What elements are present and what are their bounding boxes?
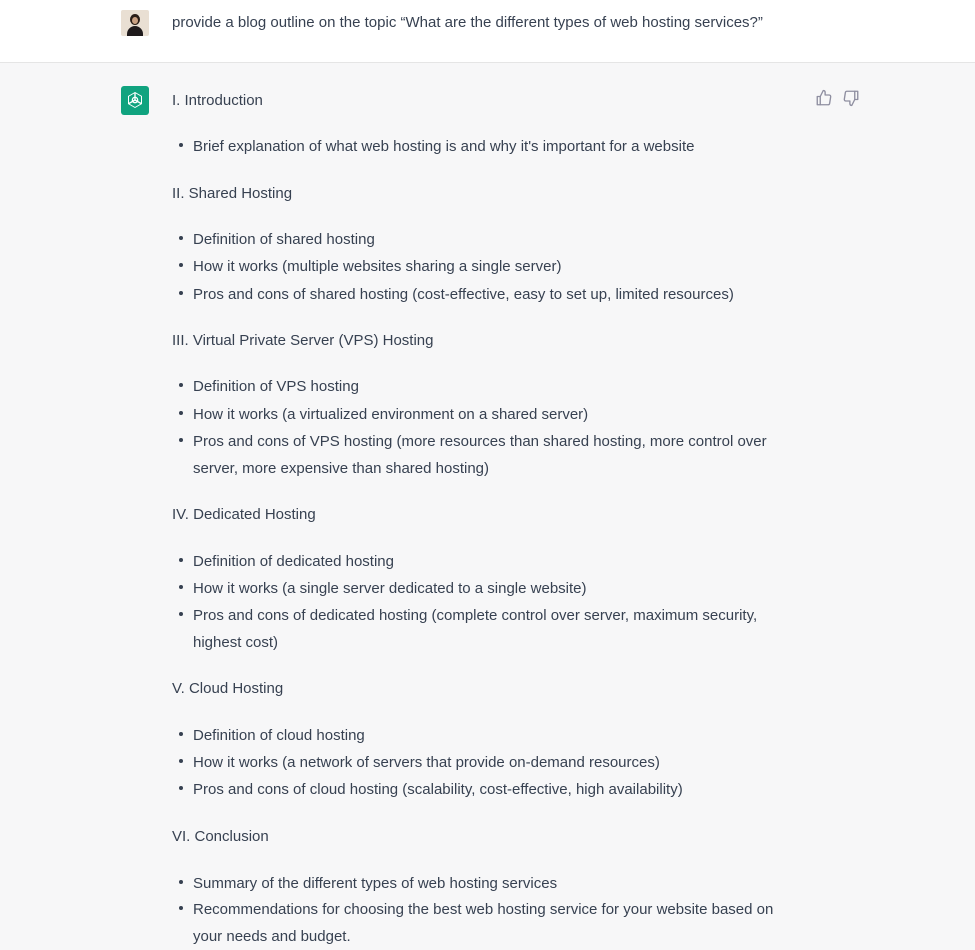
list-item-text: Recommendations for choosing the best web hosting service for your website based on your needs and budget. [193,901,774,945]
section-heading: III. Virtual Private Server (VPS) Hosting [172,332,434,349]
bullet-dot [179,759,183,763]
bullet-dot [179,585,183,589]
list-item-text: Summary of the different types of web hosting services [193,875,558,892]
section-heading: II. Shared Hosting [172,185,293,202]
bullet-dot [179,411,183,415]
user-message-row [0,0,975,63]
list-item-text: Definition of dedicated hosting [193,553,394,570]
list-item-text: Definition of shared hosting [193,231,375,248]
bullet-dot [179,236,183,240]
section-heading: IV. Dedicated Hosting [172,506,316,523]
list-item-text: Pros and cons of dedicated hosting (complete control over server, maximum security, highest cost) [193,607,758,651]
list-item-text: How it works (a network of servers that provide on-demand resources) [193,754,660,771]
list-item-text: Pros and cons of shared hosting (cost-effective, easy to set up, limited resources) [193,286,734,303]
assistant-message-row [0,63,975,950]
bullet-dot [179,383,183,387]
list-item-text: Definition of cloud hosting [193,727,365,744]
user-message-text: provide a blog outline on the topic “What are the different types of web hosting services?” [172,14,763,31]
list-item-text: Pros and cons of cloud hosting (scalability, cost-effective, high availability) [193,781,683,798]
section-heading: V. Cloud Hosting [172,680,284,697]
list-item-text: Pros and cons of VPS hosting (more resources than shared hosting, more control over server, more expensive than shared hosting) [193,433,767,477]
bullet-dot [179,263,183,267]
section-heading: VI. Conclusion [172,828,269,845]
bullet-dot [179,732,183,736]
list-item-text: How it works (multiple websites sharing a single server) [193,258,562,275]
thumbs-up-icon[interactable] [815,89,833,107]
bullet-dot [179,291,183,295]
list-item-text: Definition of VPS hosting [193,378,359,395]
bullet-dot [179,612,183,616]
list-item-text: How it works (a single server dedicated to a single website) [193,580,587,597]
user-avatar [121,10,149,36]
bullet-dot [179,438,183,442]
openai-logo-icon [121,86,149,115]
section-heading: I. Introduction [172,92,263,109]
bullet-dot [179,786,183,790]
thumbs-down-icon[interactable] [842,89,860,107]
bullet-dot [179,143,183,147]
bullet-dot [179,558,183,562]
list-item-text: Brief explanation of what web hosting is and why it's important for a website [193,138,695,155]
bullet-dot [179,880,183,884]
list-item-text: How it works (a virtualized environment on a shared server) [193,406,589,423]
bullet-dot [179,906,183,910]
